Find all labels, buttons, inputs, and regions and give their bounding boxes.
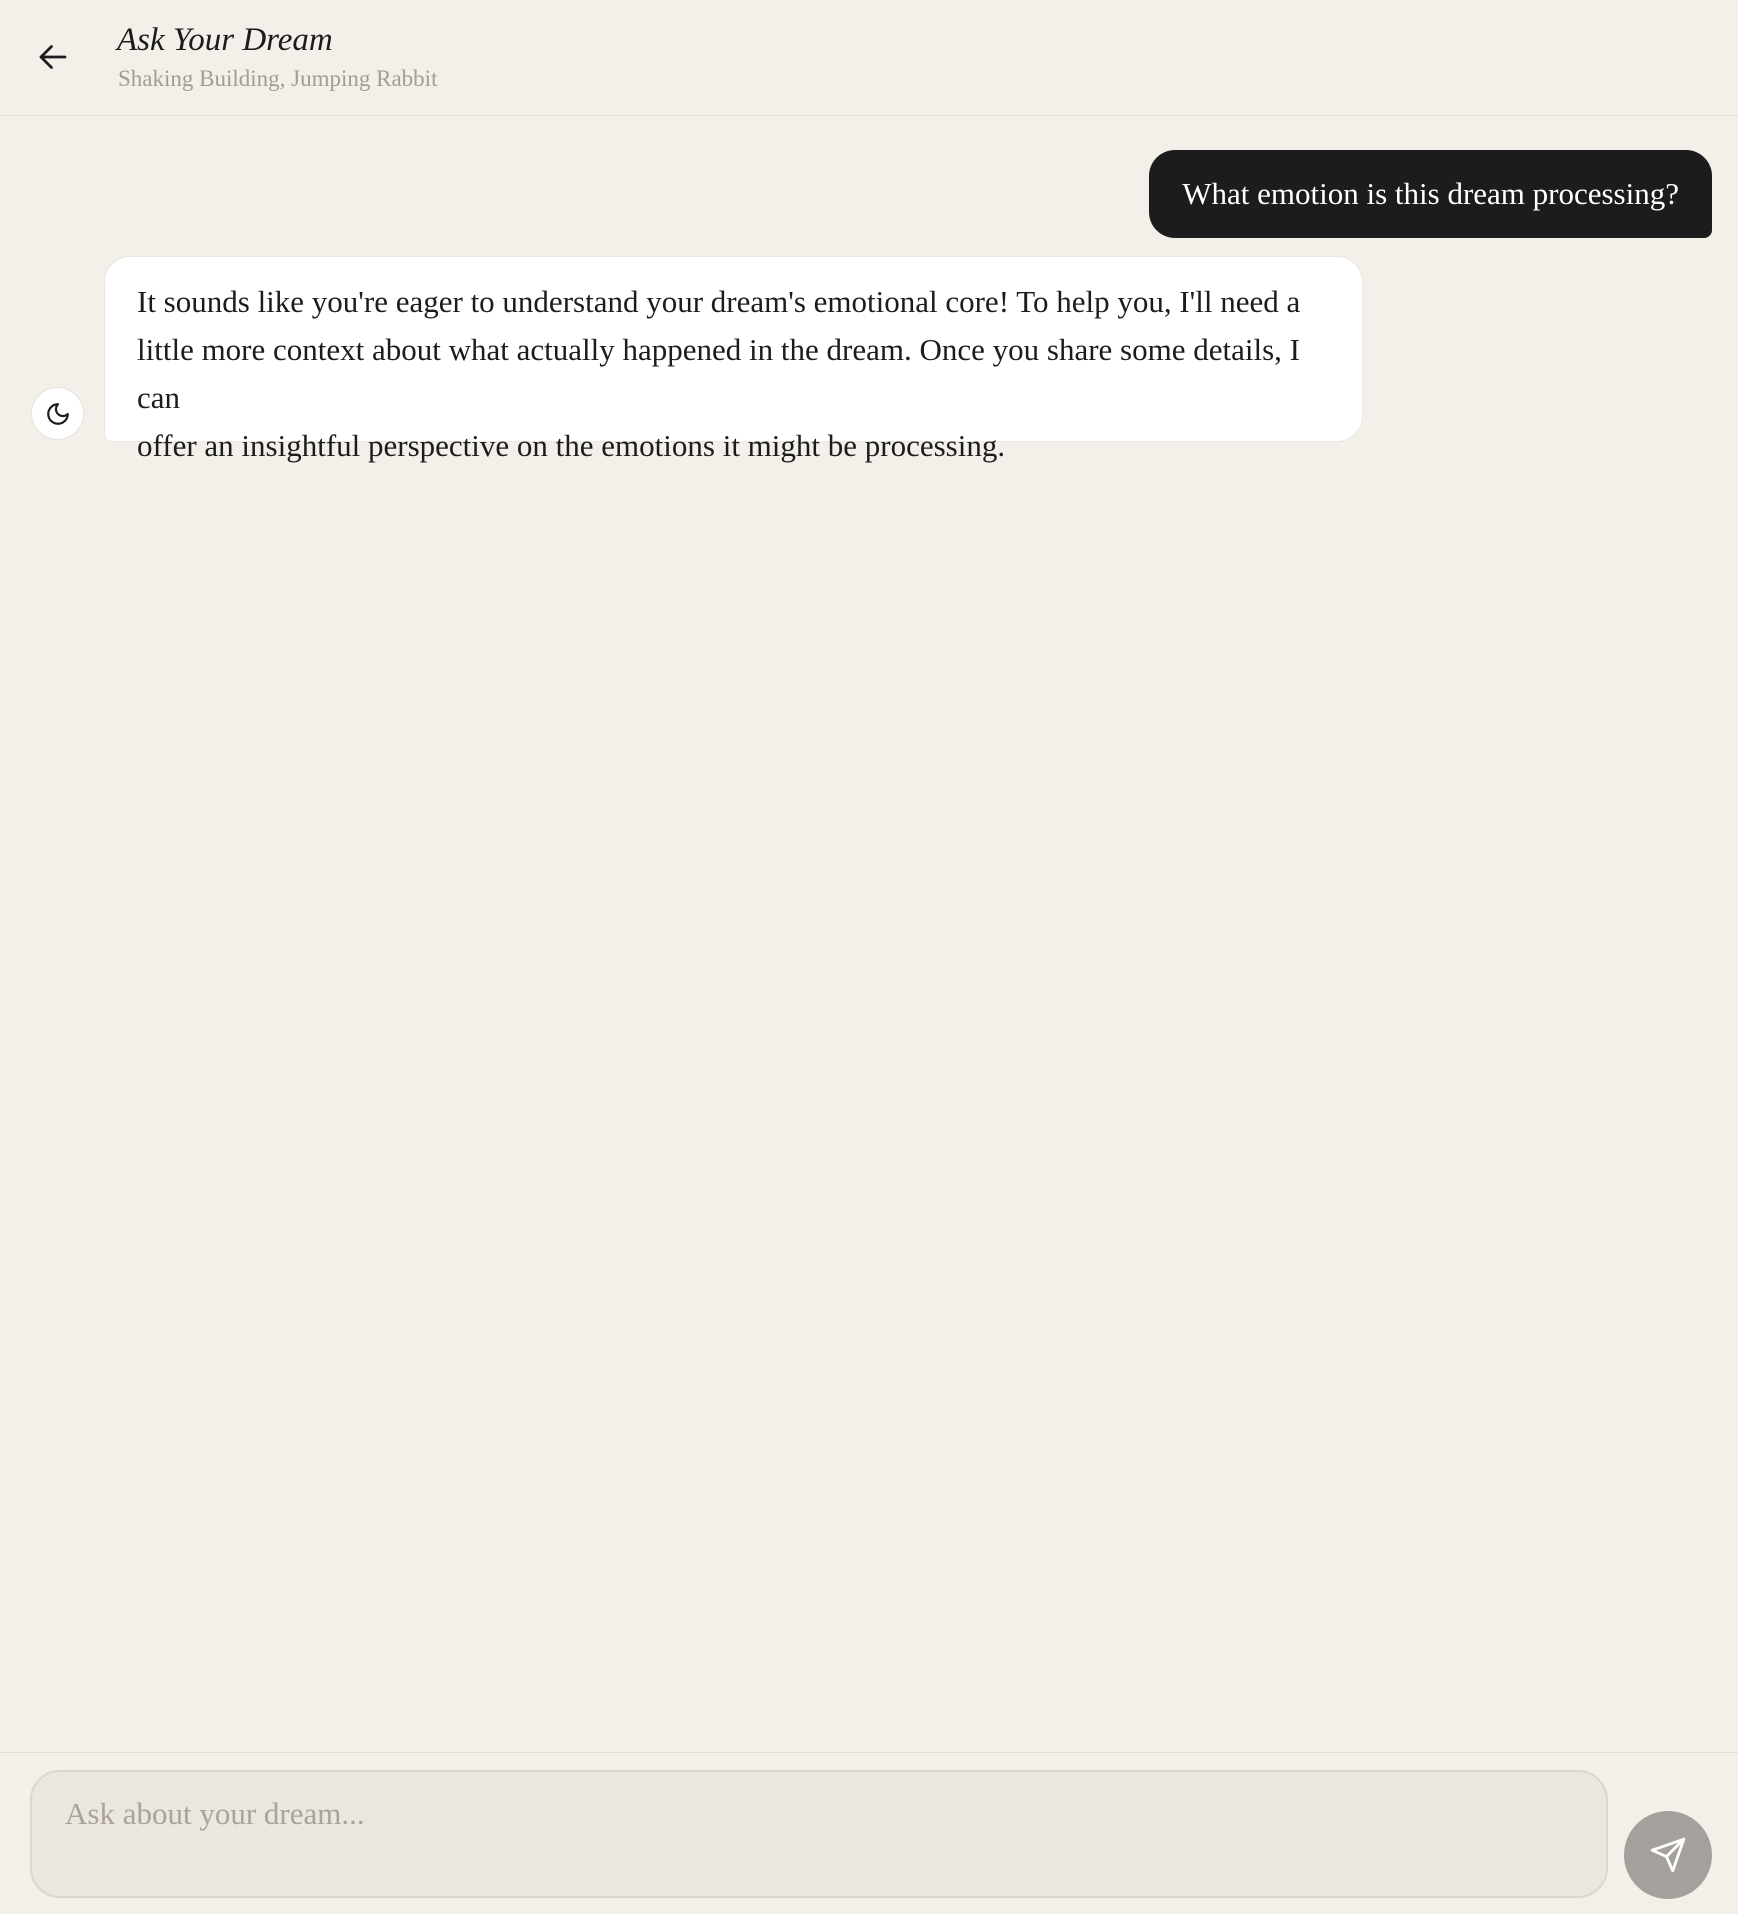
- moon-icon: [45, 401, 71, 427]
- assistant-message: [104, 256, 1363, 463]
- back-button[interactable]: [30, 34, 76, 80]
- chat-input[interactable]: [32, 1772, 1606, 1896]
- page-title: Ask Your Dream: [117, 22, 333, 58]
- arrow-left-icon: [35, 39, 71, 75]
- assistant-message-row: [0, 256, 1738, 463]
- chat-input-container: [30, 1770, 1608, 1898]
- send-button[interactable]: [1624, 1811, 1712, 1899]
- dream-subtitle: Shaking Building, Jumping Rabbit: [118, 66, 438, 91]
- assistant-message-line: little more context about what actually happened in the dream. Once you share some details, I can: [137, 332, 1300, 415]
- assistant-message-line: offer an insightful perspective on the emotions it might be processing.: [137, 428, 1006, 463]
- composer: [0, 1752, 1738, 1914]
- assistant-message-line: It sounds like you're eager to understand your dream's emotional core! To help you, I'll need a: [137, 284, 1301, 319]
- send-icon: [1649, 1836, 1687, 1874]
- user-message: What emotion is this dream processing?: [1149, 150, 1712, 238]
- assistant-avatar: [31, 387, 84, 440]
- chat-header: [0, 0, 1738, 116]
